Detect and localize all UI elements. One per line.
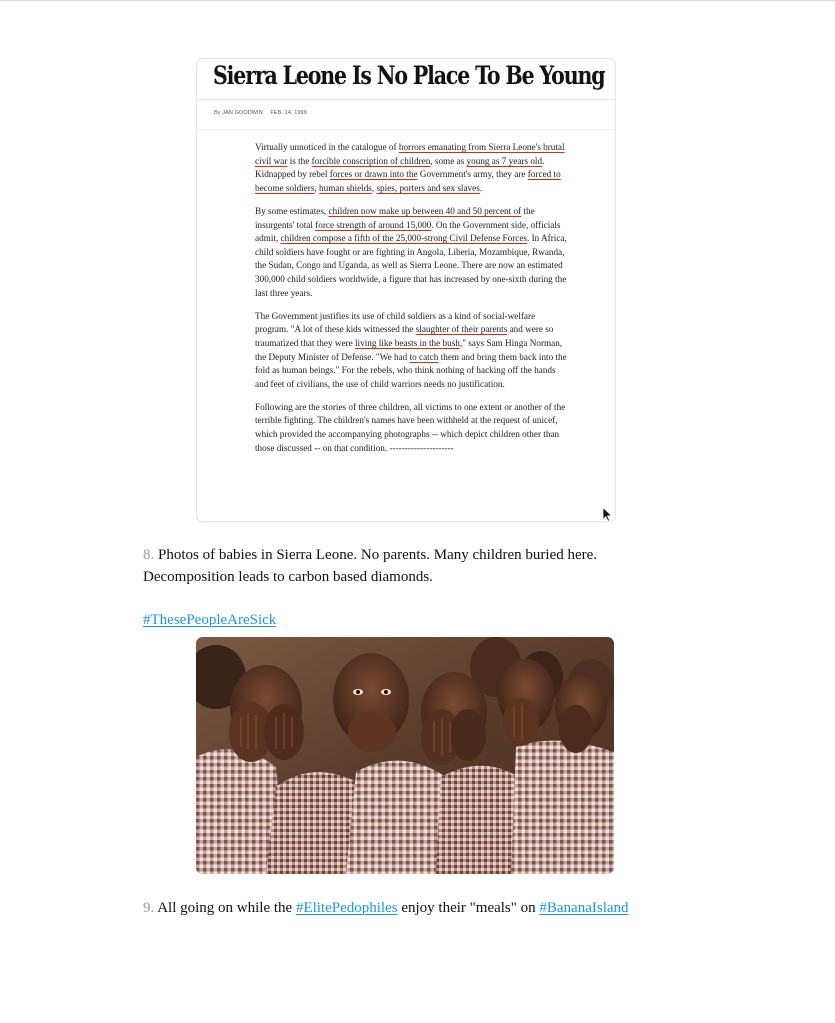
article-text: The Government justifies its use of child soldiers as a kind of social-welfare program. "A lot of these kids witnessed the	[255, 310, 536, 335]
byline-divider	[197, 129, 615, 130]
thread-item-8	[143, 544, 683, 588]
hashtag-line	[143, 609, 276, 631]
article-text: the insurgents' total	[255, 205, 535, 230]
hashtag-link-elite[interactable]: #ElitePedophiles	[295, 900, 398, 916]
thread-number: 8.	[143, 547, 155, 563]
article-paragraph	[255, 205, 570, 300]
underlined-phrase: horrors emanating from Sierra Leone's brutal civil war	[255, 142, 565, 166]
children-photo	[196, 637, 614, 874]
article-text: is the	[287, 155, 312, 166]
thread-item-9	[143, 897, 683, 919]
underlined-phrase: to catch	[409, 351, 439, 362]
headline-divider	[197, 99, 615, 100]
article-text: Following are the stories of three children, all victims to one extent or another of the terrible fighting. The children's names have been withheld at the request of unicef, which provided the accompanying photographs -- which depict children other than those discussed -- on that condition. ---------------------	[255, 401, 566, 453]
thread-text-before: All going on while the	[157, 900, 293, 916]
article-text: . Kidnapped by rebel	[255, 155, 545, 180]
article-headline: Sierra Leone Is No Place To Be Young	[213, 61, 605, 90]
article-paragraph	[255, 141, 570, 195]
top-divider	[0, 0, 835, 1]
underlined-phrase: forced to become soldiers	[255, 169, 561, 193]
thread-text-middle: enjoy their "meals" on	[401, 900, 536, 916]
mouse-pointer-icon	[602, 507, 613, 522]
underlined-phrase: force strength of around 15,000	[315, 219, 432, 230]
underlined-phrase: children now make up between 40 and 50 percent of	[328, 205, 522, 216]
underlined-phrase: forces or drawn into the	[329, 169, 418, 180]
underlined-phrase: slaughter of their parents	[415, 324, 508, 335]
article-text: ," says Sam Hinga Norman, the Deputy Minister of Defense. "We had	[255, 337, 563, 362]
hashtag-link[interactable]: #ThesePeopleAreSick	[143, 612, 277, 628]
article-text: Government's army, they are	[417, 169, 528, 180]
article-text: .	[479, 182, 483, 193]
article-paragraph	[255, 401, 570, 455]
article-text: and were so traumatized that they were	[255, 324, 554, 348]
article-body	[255, 141, 570, 465]
thread-number: 9.	[143, 900, 155, 916]
article-paragraph	[255, 310, 570, 392]
article-text: ,	[371, 182, 377, 193]
article-screenshot	[196, 58, 616, 522]
article-text: By some estimates,	[255, 205, 329, 216]
underlined-phrase: forcible conscription of children	[311, 155, 431, 166]
underlined-phrase: human shields	[319, 182, 372, 193]
article-text: , some as	[430, 155, 467, 166]
article-byline	[214, 110, 313, 116]
article-text: them and bring them back into the fold as human beings." For the rebels, who think nothing of hacking off the hands and feet of civilians, the use of child warriors needs no justification.	[255, 351, 567, 389]
article-text: . On the Government side, officials admit,	[255, 219, 561, 244]
hashtag-link-banana[interactable]: #BananaIsland	[539, 900, 629, 916]
underlined-phrase: spies, porters and sex slaves	[376, 182, 480, 193]
article-text: Virtually unnoticed in the catalogue of	[255, 142, 399, 152]
underlined-phrase: young as 7 years old	[466, 155, 543, 166]
underlined-phrase: children compose a fifth of the 25,000-strong Civil Defense Forces	[280, 233, 528, 244]
article-text: . In Africa, child soldiers have fought or are fighting in Angola, Liberia, Mozambique, Rwanda, the Sudan, Congo and Uganda, as well as Sierra Leone. There are now an estimated 300,000 child soldiers worldwide, a figure that has increased by one-sixth during the last three years.	[255, 233, 567, 298]
underlined-phrase: living like beasts in the bush	[355, 337, 460, 348]
byline-author: By JAN GOODWIN	[214, 110, 263, 116]
article-text: ,	[314, 182, 320, 193]
byline-date: FEB. 14, 1999	[270, 110, 307, 116]
thread-text: Photos of babies in Sierra Leone. No parents. Many children buried here. Decomposition leads to carbon based diamonds.	[143, 547, 598, 585]
